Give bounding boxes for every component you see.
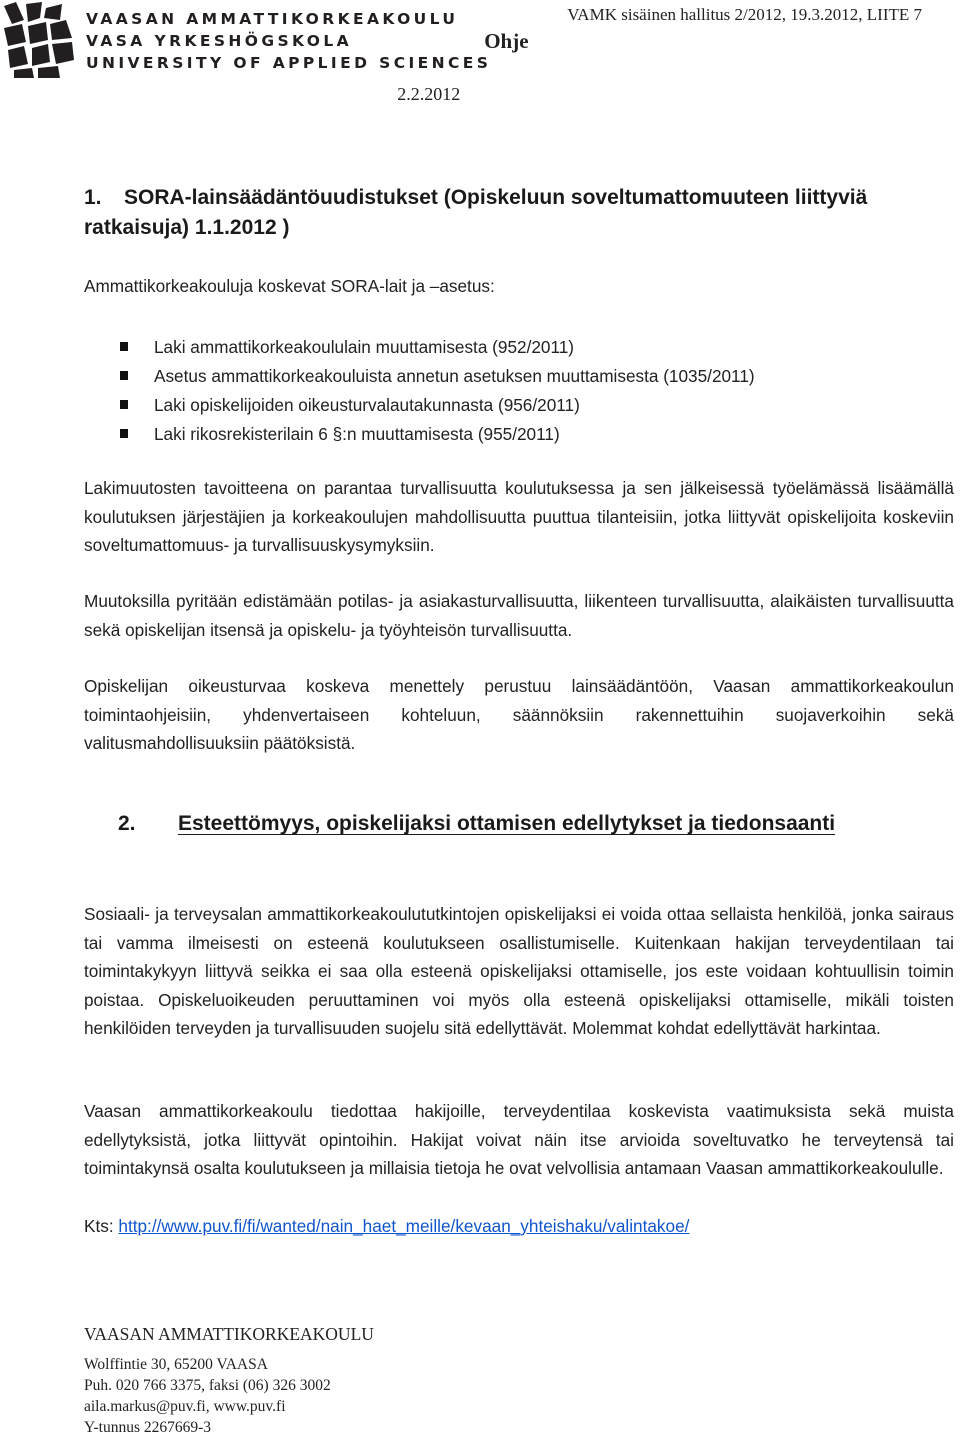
document-reference: VAMK sisäinen hallitus 2/2012, 19.3.2012, LIITE 7 bbox=[567, 5, 922, 24]
footer-contact: aila.markus@puv.fi, www.puv.fi bbox=[84, 1398, 286, 1415]
paragraph: Vaasan ammattikorkeakoulu tiedottaa hakijoille, terveydentilaa koskevista vaatimuksista sekä muista edellytyksistä, jotka liittyvät opintoihin. Hakijat voivat näin itse arvioida soveltuvatko he terveytensä tai toimintakynsä osalta koulutukseen ja millaisia tietoja he ovat velvollisia antamaan Vaasan ammattikorkeakoululle. bbox=[84, 1101, 954, 1179]
link-prefix: Kts: bbox=[84, 1216, 119, 1236]
university-logo bbox=[2, 2, 492, 80]
admission-info-link[interactable]: http://www.puv.fi/fi/wanted/nain_haet_meille/kevaan_yhteishaku/valintakoe/ bbox=[118, 1216, 690, 1236]
document-date: 2.2.2012 bbox=[397, 84, 461, 104]
footer-org-name: VAASAN AMMATTIKORKEAKOULU bbox=[84, 1324, 374, 1344]
section-title: Esteettömyys, opiskelijaksi ottamisen edellytykset ja tiedonsaanti bbox=[178, 812, 836, 835]
document-header-meta bbox=[397, 4, 922, 106]
section-number: 2. bbox=[118, 812, 136, 835]
list-item-text: Laki opiskelijoiden oikeusturvalautakunnasta (956/2011) bbox=[154, 395, 580, 415]
logo-mark-icon bbox=[2, 2, 78, 78]
bullet-icon bbox=[120, 400, 128, 409]
list-item bbox=[84, 362, 755, 391]
footer-address: Wolffintie 30, 65200 VAASA bbox=[84, 1356, 268, 1373]
list-item-text: Laki rikosrekisterilain 6 §:n muuttamisesta (955/2011) bbox=[154, 424, 560, 444]
law-list bbox=[84, 333, 755, 449]
bullet-icon bbox=[120, 371, 128, 380]
section-1-intro: Ammattikorkeakouluja koskevat SORA-lait ja –asetus: bbox=[84, 276, 495, 296]
paragraph: Sosiaali- ja terveysalan ammattikorkeakoulututkintojen opiskelijaksi ei voida ottaa sellaista henkilöä, jonka sairaus tai vamma ilmeisesti on esteenä koulutukseen osallistumiselle. Kuitenkaan hakijan terveydentilaan tai toimintakykyyn liittyvä seikka ei saa olla esteenä opiskelijaksi ottamiselle, jos este voidaan kohtuullisin toimin poistaa. Opiskeluoikeuden peruuttaminen voi myös olla esteenä opiskelijaksi ottamiselle, mikäli toisten henkilöiden terveyden ja turvallisuuden suojelu sitä edellyttävät. Molemmat kohdat edellyttävät harkintaa. bbox=[84, 904, 954, 1039]
paragraph: Opiskelijan oikeusturvaa koskeva menettely perustuu lainsäädäntöön, Vaasan ammattikorkeakoulun toimintaohjeisiin, yhdenvertaiseen kohteluun, säännöksiin rakennettuihin suojaverkoihin sekä valitusmahdollisuuksiin päätöksistä. bbox=[84, 676, 954, 754]
list-item-text: Asetus ammattikorkeakouluista annetun asetuksen muuttamisesta (1035/2011) bbox=[154, 366, 755, 386]
list-item bbox=[84, 420, 755, 449]
section-1-heading bbox=[84, 183, 944, 243]
logo-text-line: UNIVERSITY OF APPLIED SCIENCES bbox=[86, 54, 492, 72]
section-number: 1. bbox=[84, 186, 102, 209]
logo-text-line: VAASAN AMMATTIKORKEAKOULU bbox=[86, 10, 459, 28]
section-2-heading bbox=[84, 812, 835, 836]
section-title: SORA-lainsäädäntöuudistukset (Opiskeluun soveltumattomuuteen liittyviä ratkaisuja) 1.1.2012 ) bbox=[84, 186, 868, 239]
reference-link-line bbox=[84, 1212, 952, 1240]
paragraph: Muutoksilla pyritään edistämään potilas- ja asiakasturvallisuutta, liikenteen turvallisuutta, alaikäisten turvallisuutta sekä opiskelijan itsensä ja opiskelu- ja työyhteisön turvallisuutta. bbox=[84, 591, 954, 640]
footer-phone: Puh. 020 766 3375, faksi (06) 326 3002 bbox=[84, 1377, 331, 1394]
bullet-icon bbox=[120, 342, 128, 351]
footer bbox=[84, 1322, 374, 1438]
list-item-text: Laki ammattikorkeakoululain muuttamisesta (952/2011) bbox=[154, 337, 575, 357]
paragraph: Lakimuutosten tavoitteena on parantaa turvallisuutta koulutuksessa ja sen jälkeisessä työelämässä lisäämällä koulutuksen järjestäjien ja korkeakoulujen mahdollisuutta puuttua tilanteisiin, jotka liittyvät opiskelijoita koskeviin soveltumattomuus- ja turvallisuuskysymyksiin. bbox=[84, 478, 954, 556]
document-type: Ohje bbox=[484, 29, 529, 53]
logo-text-line: VASA YRKESHÖGSKOLA bbox=[86, 32, 353, 50]
list-item bbox=[84, 391, 755, 420]
list-item bbox=[84, 333, 755, 362]
bullet-icon bbox=[120, 429, 128, 438]
footer-business-id: Y-tunnus 2267669-3 bbox=[84, 1419, 212, 1436]
